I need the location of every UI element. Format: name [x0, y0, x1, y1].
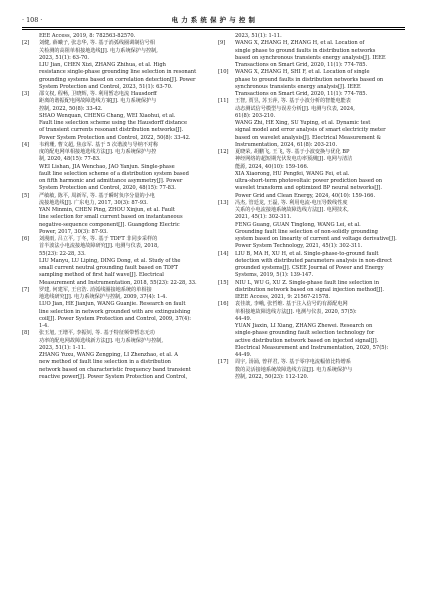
- reference-line: Instrumentation, 2024, 61(8): 203-210.: [235, 141, 338, 148]
- reference-line: YUAN Jiaxin, LI Xiang, ZHANG Zhewei. Research on: [235, 323, 373, 329]
- reference-line: 地选线研究[J]. 电力系统保护与控制, 2009, 37(4): 1-4.: [39, 294, 168, 300]
- reference-line: 周宇, 汤涌, 曾祥君, 等. 基于零序电流幅值比特增系: [235, 359, 351, 366]
- page-number: · 108 ·: [22, 16, 43, 24]
- reference-entry: [22, 91, 209, 142]
- reference-entry: [218, 149, 405, 200]
- reference-line: Systems, 2019, 5(1): 139-147.: [235, 272, 314, 279]
- reference-line: SHAO Wenquan, CHENG Chang, WEI Xiaohui, et al.: [39, 112, 176, 119]
- reference-entry: [22, 193, 209, 237]
- reference-line: 首半波法小电流接地故障研究[J]. 电测与仪表, 2018,: [39, 243, 159, 250]
- reference-line: XIA Xiaorong, HU Pengfei, WANG Fei, et al.: [235, 170, 350, 177]
- reference-line: distribution network based on signal injection method[J].: [235, 286, 385, 293]
- reference-line: 袁佳歆, 李峨, 张哲维. 基于注入信号的有源配电网: [235, 301, 348, 308]
- reference-number: [3]: [22, 91, 30, 97]
- reference-entry: [22, 142, 209, 193]
- reference-line: 61(8): 203-210.: [235, 112, 276, 119]
- reference-line: 功率的配电网故障选线新方法[J]. 电力系统保护与控制,: [39, 337, 164, 344]
- reference-number: [10]: [218, 69, 229, 76]
- reference-line: Grounding fault line selection of non-solidly grounding: [235, 228, 378, 235]
- reference-line: FENG Guang, GUAN Tinglong, WANG Lei, et al.: [235, 221, 361, 228]
- reference-line: 严敏敏, 陈平, 周新军, 等. 基于瞬时负序分量的小电: [39, 192, 155, 199]
- reference-entry: [218, 301, 405, 359]
- reference-line: IEEE Access, 2021, 9: 21567-21578.: [235, 294, 331, 300]
- reference-line: small current neutral grounding fault based on TDFT: [39, 265, 178, 271]
- reference-line: 距离的谐振配电网故障选线方案[J]. 电力系统保护与: [39, 98, 157, 105]
- reference-number: [7]: [22, 286, 30, 293]
- reference-entry: [22, 236, 209, 287]
- reference-line: NIU L, WU G, XU Z. Single-phase fault line selection in: [235, 279, 380, 286]
- reference-entry: [218, 359, 405, 381]
- reference-line: EEE Access, 2019, 8: 782563-82570.: [39, 33, 136, 39]
- reference-line: network based on characteristic frequency band transient: [39, 366, 191, 373]
- reference-line: active distribution network based on injected signal[J].: [235, 337, 379, 344]
- reference-number: [5]: [22, 192, 30, 199]
- reference-line: signal model and error analysis of smart electricity meter: [235, 127, 386, 134]
- reference-line: LIU B, MA H, XU H, et al. Single-phase-to-ground fault: [235, 250, 379, 257]
- reference-line: 55(23): 22-28, 33.: [39, 250, 86, 257]
- reference-line: negative-sequence component[J]. Guangdong Electric: [39, 221, 180, 228]
- reference-line: 2021, 45(1): 302-311.: [235, 214, 292, 221]
- reference-number: [11]: [218, 98, 229, 105]
- reference-line: 制, 2020, 48(15): 77-83.: [39, 156, 101, 163]
- reference-line: Electrical Measurement and Instrumentation, 2020, 57(5):: [235, 344, 389, 351]
- reference-line: 流接地选线[J]. 广东电力, 2017, 30(3): 87-93.: [39, 199, 148, 206]
- reference-line: 神经网络的超短期光伏发电功率预测[J]. 电网与清洁: [235, 156, 353, 163]
- reference-line: WANG Zhi, HE Xing, SU Yuping, et al. Dynamic test: [235, 120, 371, 126]
- reference-line: 韦莉珊, 曹文超, 焦彦军. 基于 5 次谐波与导纳不对称: [39, 141, 159, 148]
- reference-line: 2023, 51(1): 1-11.: [235, 33, 282, 39]
- reference-line: 冯杰, 管廷龙, 王磊, 等. 利用电流-电压导数线性度: [235, 199, 348, 206]
- reference-line: fault line selection scheme of a distribution system based: [39, 170, 189, 177]
- reference-line: sampling method of first half wave[J]. Electrical: [39, 272, 164, 279]
- reference-line: on fifth harmonic and admittance asymmetry[J]. Power: [39, 178, 183, 184]
- reference-line: reactive power[J]. Power System Protection and Control,: [39, 373, 188, 380]
- reference-entry: [22, 40, 209, 91]
- reference-line: wavelet transform and optimized BP neural networks[J].: [235, 185, 383, 192]
- reference-line: coil[J]. Power System Protection and Control, 2009, 37(4):: [39, 315, 191, 322]
- reference-line: 44-49.: [235, 315, 252, 322]
- reference-line: 邵文权, 程畅, 卫晓辉, 等. 利用暂态电流 Hausdorff: [39, 91, 157, 97]
- reference-line: new method of fault line selection in a distribution: [39, 359, 171, 366]
- reference-line: phase to ground faults in distribution networks based on: [235, 76, 384, 83]
- reference-number: [6]: [22, 236, 30, 242]
- reference-line: of transient currents resonant distribution networks[J].: [39, 127, 184, 134]
- header-rule-thin: [22, 29, 405, 30]
- journal-title: 电 力 系 统 保 护 与 控 制: [171, 16, 256, 24]
- reference-line: single phase to ground faults in distribution networks: [235, 47, 376, 54]
- reference-number: [13]: [218, 199, 229, 206]
- reference-entry: [218, 69, 405, 98]
- reference-line: 关系的小电流接地系统故障选线方法[J]. 电网技术,: [235, 207, 349, 213]
- reference-entry: [218, 280, 405, 302]
- reference-number: [16]: [218, 301, 229, 308]
- reference-line: Power System Technology, 2021, 45(1): 302-311.: [235, 243, 363, 250]
- reference-line: resistance single-phase grounding line selection in resonant: [39, 69, 197, 76]
- reference-line: 控制, 2022, 50(23): 112-120.: [235, 373, 309, 380]
- reference-line: Transactions on Smart Grid, 2020, 11(1): 774-785.: [235, 62, 368, 68]
- reference-line: 44-49.: [235, 352, 252, 358]
- reference-entry: [218, 251, 405, 280]
- reference-line: 单相接地故障选线方法[J]. 电测与仪表, 2020, 57(5):: [235, 308, 357, 315]
- reference-line: single-phase grounding fault selection technology for: [235, 330, 375, 337]
- reference-line: 能源, 2024, 40(10): 159-166.: [235, 163, 309, 170]
- reference-line: Measurement and Instrumentation, 2018, 55(23): 22-28, 33.: [39, 279, 197, 286]
- reference-line: 2023, 51(1): 1-11.: [39, 344, 86, 351]
- reference-line: 王智, 贾昱, 苏玉萍, 等. 基于小波分析的智能电能表: [235, 98, 351, 105]
- reference-entry: [218, 98, 405, 149]
- reference-line: ultra-short-term photovoltaic power prediction based on: [235, 178, 383, 184]
- reference-entry: [218, 40, 405, 69]
- reference-line: 刘漫雨, 吕立平, 丁冬, 等. 基于 TDFT 非同步采样的: [39, 236, 158, 242]
- reference-line: detection with distributed parameters analysis in non-direct: [235, 257, 393, 264]
- reference-line: based on wavelet analysis[J]. Electrical Measurement &: [235, 134, 382, 141]
- references-right-column: [218, 33, 405, 381]
- reference-line: WANG X, ZHANG H, SHI F, et al. Location of single: [235, 69, 370, 76]
- reference-entry: [22, 330, 209, 381]
- reference-number: [9]: [218, 40, 226, 47]
- reference-line: 张玉旭, 王增平, 李振钊, 等. 基于特征频带暂态无功: [39, 330, 155, 337]
- reference-entry: [22, 287, 209, 331]
- reference-line: Transactions on Smart Grid, 2020, 11(1): 774-785.: [235, 91, 368, 97]
- reference-line: 控制, 2022, 50(8): 33-42.: [39, 105, 103, 112]
- reference-line: 2023, 51(1): 63-70.: [39, 54, 89, 61]
- reference-line: YAN Minmin, CHEN Ping, ZHOU Xinjun, et al. Fault: [39, 207, 175, 213]
- reference-number: [2]: [22, 40, 30, 47]
- reference-line: 动态测试信号模型与误差分析[J]. 电测与仪表, 2024,: [235, 105, 355, 112]
- reference-line: 夏晓荣, 胡鹏飞, 王飞, 等. 基于小波变换与优化 BP: [235, 149, 350, 155]
- reference-line: based on synchronous transients energy analysis[J]. IEEE: [235, 54, 386, 61]
- reference-line: system based on linearity of current and voltage derivative[J].: [235, 236, 397, 242]
- reference-line: Fault line selection scheme using the Hausdorff distance: [39, 120, 188, 126]
- reference-line: Power, 2017, 30(3): 87-93.: [39, 228, 108, 235]
- references-left-column: [22, 33, 209, 381]
- reference-line: 数的灵活接地系统故障选线方法[J]. 电力系统保护与: [235, 366, 353, 373]
- reference-line: line selection for small current based on instantaneous: [39, 214, 183, 221]
- reference-line: LUO Jian, HE Jianjun, WANG Guanjie. Research on fault: [39, 301, 186, 308]
- reference-number: [15]: [218, 279, 229, 286]
- reference-line: 刘健, 薛曦子, 张志华, 等. 基于消弧线圈调制信号相: [39, 40, 155, 47]
- reference-line: 度的配电网单相接地选线方法[J]. 电力系统保护与控: [39, 149, 157, 155]
- reference-line: System Protection and Control, 2020, 48(15): 77-83.: [39, 185, 176, 192]
- reference-line: System Protection and Control, 2023, 51(1): 63-70.: [39, 83, 173, 90]
- reference-line: grounded systems[J]. CSEE Journal of Power and Energy: [235, 265, 384, 271]
- reference-number: [8]: [22, 330, 30, 337]
- reference-line: Power Grid and Clean Energy, 2024, 40(10): 159-166.: [235, 192, 376, 199]
- reference-line: synchronous transients energy analysis[J]. IEEE: [235, 83, 361, 90]
- page-header: [22, 14, 405, 26]
- reference-entry: [218, 33, 405, 40]
- reference-line: WEI Lishan, JIA Wenchao, JAO Yanjun. Single-phase: [39, 163, 175, 170]
- reference-line: LIU Jian, CHEN Xizi, ZHANG Zhihua, et al. High: [39, 62, 166, 68]
- reference-line: Power System Protection and Control, 2022, 50(8): 33-42.: [39, 134, 191, 141]
- reference-number: [12]: [218, 149, 229, 155]
- reference-line: grounding systems based on correlation detection[J]. Power: [39, 76, 196, 83]
- reference-line: line selection in network grounded with are extinguishing: [39, 308, 191, 315]
- reference-line: 罗建, 何建军, 王官浩. 消弧线圈接地系统的单相接: [39, 286, 152, 293]
- reference-line: LIU Manyu, LU Liping, DING Dong, et al. Study of the: [39, 257, 181, 264]
- reference-line: WANG X, ZHANG H, ZHANG H, et al. Location of: [235, 40, 365, 47]
- reference-number: [14]: [218, 250, 229, 257]
- reference-line: 关检测的高阻单相接地选线[J]. 电力系统保护与控制,: [39, 47, 158, 54]
- reference-line: 1-4.: [39, 323, 49, 329]
- reference-number: [17]: [218, 359, 229, 366]
- reference-entry: [218, 200, 405, 251]
- reference-line: ZHANG Yuxu, WANG Zengping, LI Zhenzhao, et al. A: [39, 352, 178, 358]
- reference-number: [4]: [22, 141, 30, 148]
